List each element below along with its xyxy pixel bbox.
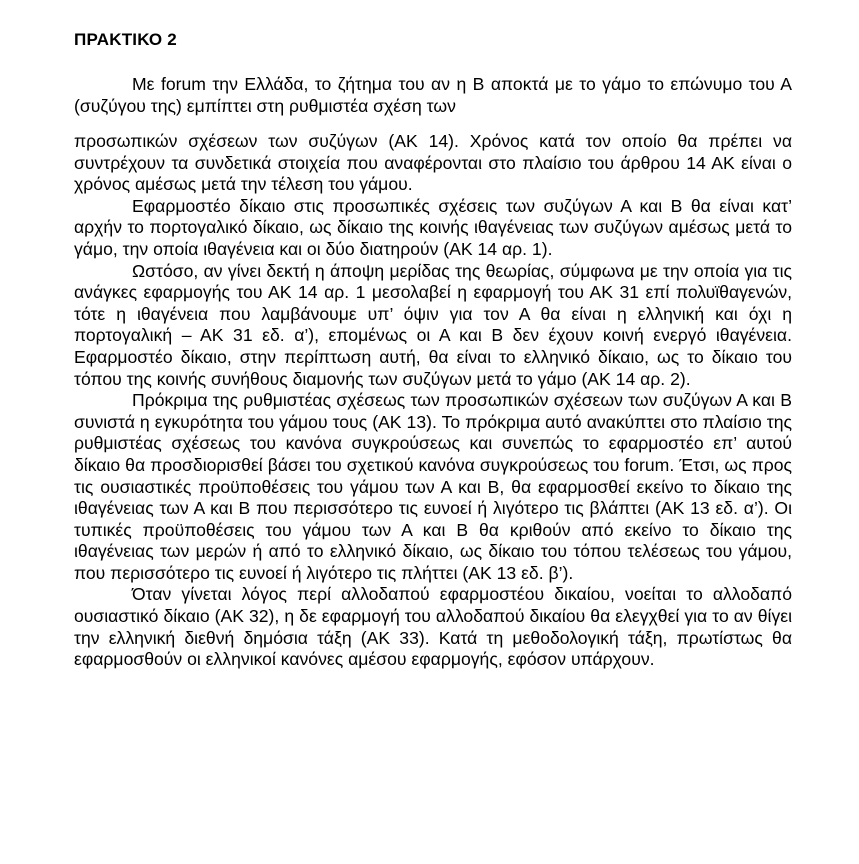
paragraph: Όταν γίνεται λόγος περί αλλοδαπού εφαρμοστέου δικαίου, νοείται το αλλοδαπό ουσιαστικό δίκαιο (ΑΚ 32), η δε εφαρμογή του αλλοδαπού δικαίου θα ελεγχθεί για το αν θίγει την ελληνική διεθνή δημόσια τάξη (ΑΚ 33). Κατά τη μεθοδολογική τάξη, πρωτίστως θα εφαρμοσθούν οι ελληνικοί κανόνες αμέσου εφαρμογής, εφόσον υπάρχουν. — [74, 584, 792, 670]
document-body-intro — [74, 74, 792, 117]
paragraph: Ωστόσο, αν γίνει δεκτή η άποψη μερίδας της θεωρίας, σύμφωνα με την οποία για τις ανάγκες εφαρμογής του ΑΚ 14 αρ. 1 μεσολαβεί η εφαρμογή του ΑΚ 31 επί πολυϊθαγενών, τότε η ιθαγένεια που λαμβάνουμε υπ’ όψιν για τον Α θα είναι η ελληνική και όχι η πορτογαλική – ΑΚ 31 εδ. α’), επομένως οι Α και Β δεν έχουν κοινή ενεργό ιθαγένεια. Εφαρμοστέο δίκαιο, στην περίπτωση αυτή, θα είναι το ελληνικό δίκαιο, ως το δίκαιο του τόπου της κοινής συνήθους διαμονής των συζύγων μετά το γάμο (ΑΚ 14 αρ. 2). — [74, 260, 792, 389]
document-heading: ΠΡΑΚΤΙΚΟ 2 — [74, 30, 177, 49]
document-body — [74, 131, 792, 671]
paragraph: Εφαρμοστέο δίκαιο στις προσωπικές σχέσεις των συζύγων Α και Β θα είναι κατ’ αρχήν το πορτογαλικό δίκαιο, ως δίκαιο της κοινής ιθαγένειας των συζύγων αμέσως μετά το γάμο, την οποία ιθαγένεια και οι δύο διατηρούν (ΑΚ 14 αρ. 1). — [74, 195, 792, 259]
paragraph: Πρόκριμα της ρυθμιστέας σχέσεως των προσωπικών σχέσεων των συζύγων Α και Β συνιστά η εγκυρότητα του γάμου τους (ΑΚ 13). Το πρόκριμα αυτό ανακύπτει στο πλαίσιο της ρυθμιστέας σχέσεως του κανόνα συγκρούσεως και συνεπώς το εφαρμοστέο επ’ αυτού δίκαιο θα προσδιορισθεί βάσει του σχετικού κανόνα συγκρούσεως του forum. Έτσι, ως προς τις ουσιαστικές προϋποθέσεις του γάμου των Α και Β, θα εφαρμοσθεί εκείνο το δίκαιο της ιθαγένειας των Α και Β που περισσότερο τις ευνοεί ή λιγότερο τις βλάπτει (ΑΚ 13 εδ. α’). Οι τυπικές προϋποθέσεις του γάμου των Α και Β θα κριθούν από εκείνο το δίκαιο της ιθαγένειας των μερών ή από το ελληνικό δίκαιο, ως δίκαιο του τόπου τελέσεως του γάμου, που περισσότερο τις ευνοεί ή λιγότερο τις πλήττει (ΑΚ 13 εδ. β’). — [74, 390, 792, 583]
paragraph: Με forum την Ελλάδα, το ζήτημα του αν η Β αποκτά με το γάμο το επώνυμο του Α (συζύγου της) εμπίπτει στη ρυθμιστέα σχέση των — [74, 74, 792, 116]
paragraph: προσωπικών σχέσεων των συζύγων (ΑΚ 14). Χρόνος κατά τον οποίο θα πρέπει να συντρέχουν τα συνδετικά στοιχεία που αναφέρονται στο πλαίσιο του άρθρου 14 ΑΚ είναι ο χρόνος αμέσως μετά την τέλεση του γάμου. — [74, 131, 792, 195]
